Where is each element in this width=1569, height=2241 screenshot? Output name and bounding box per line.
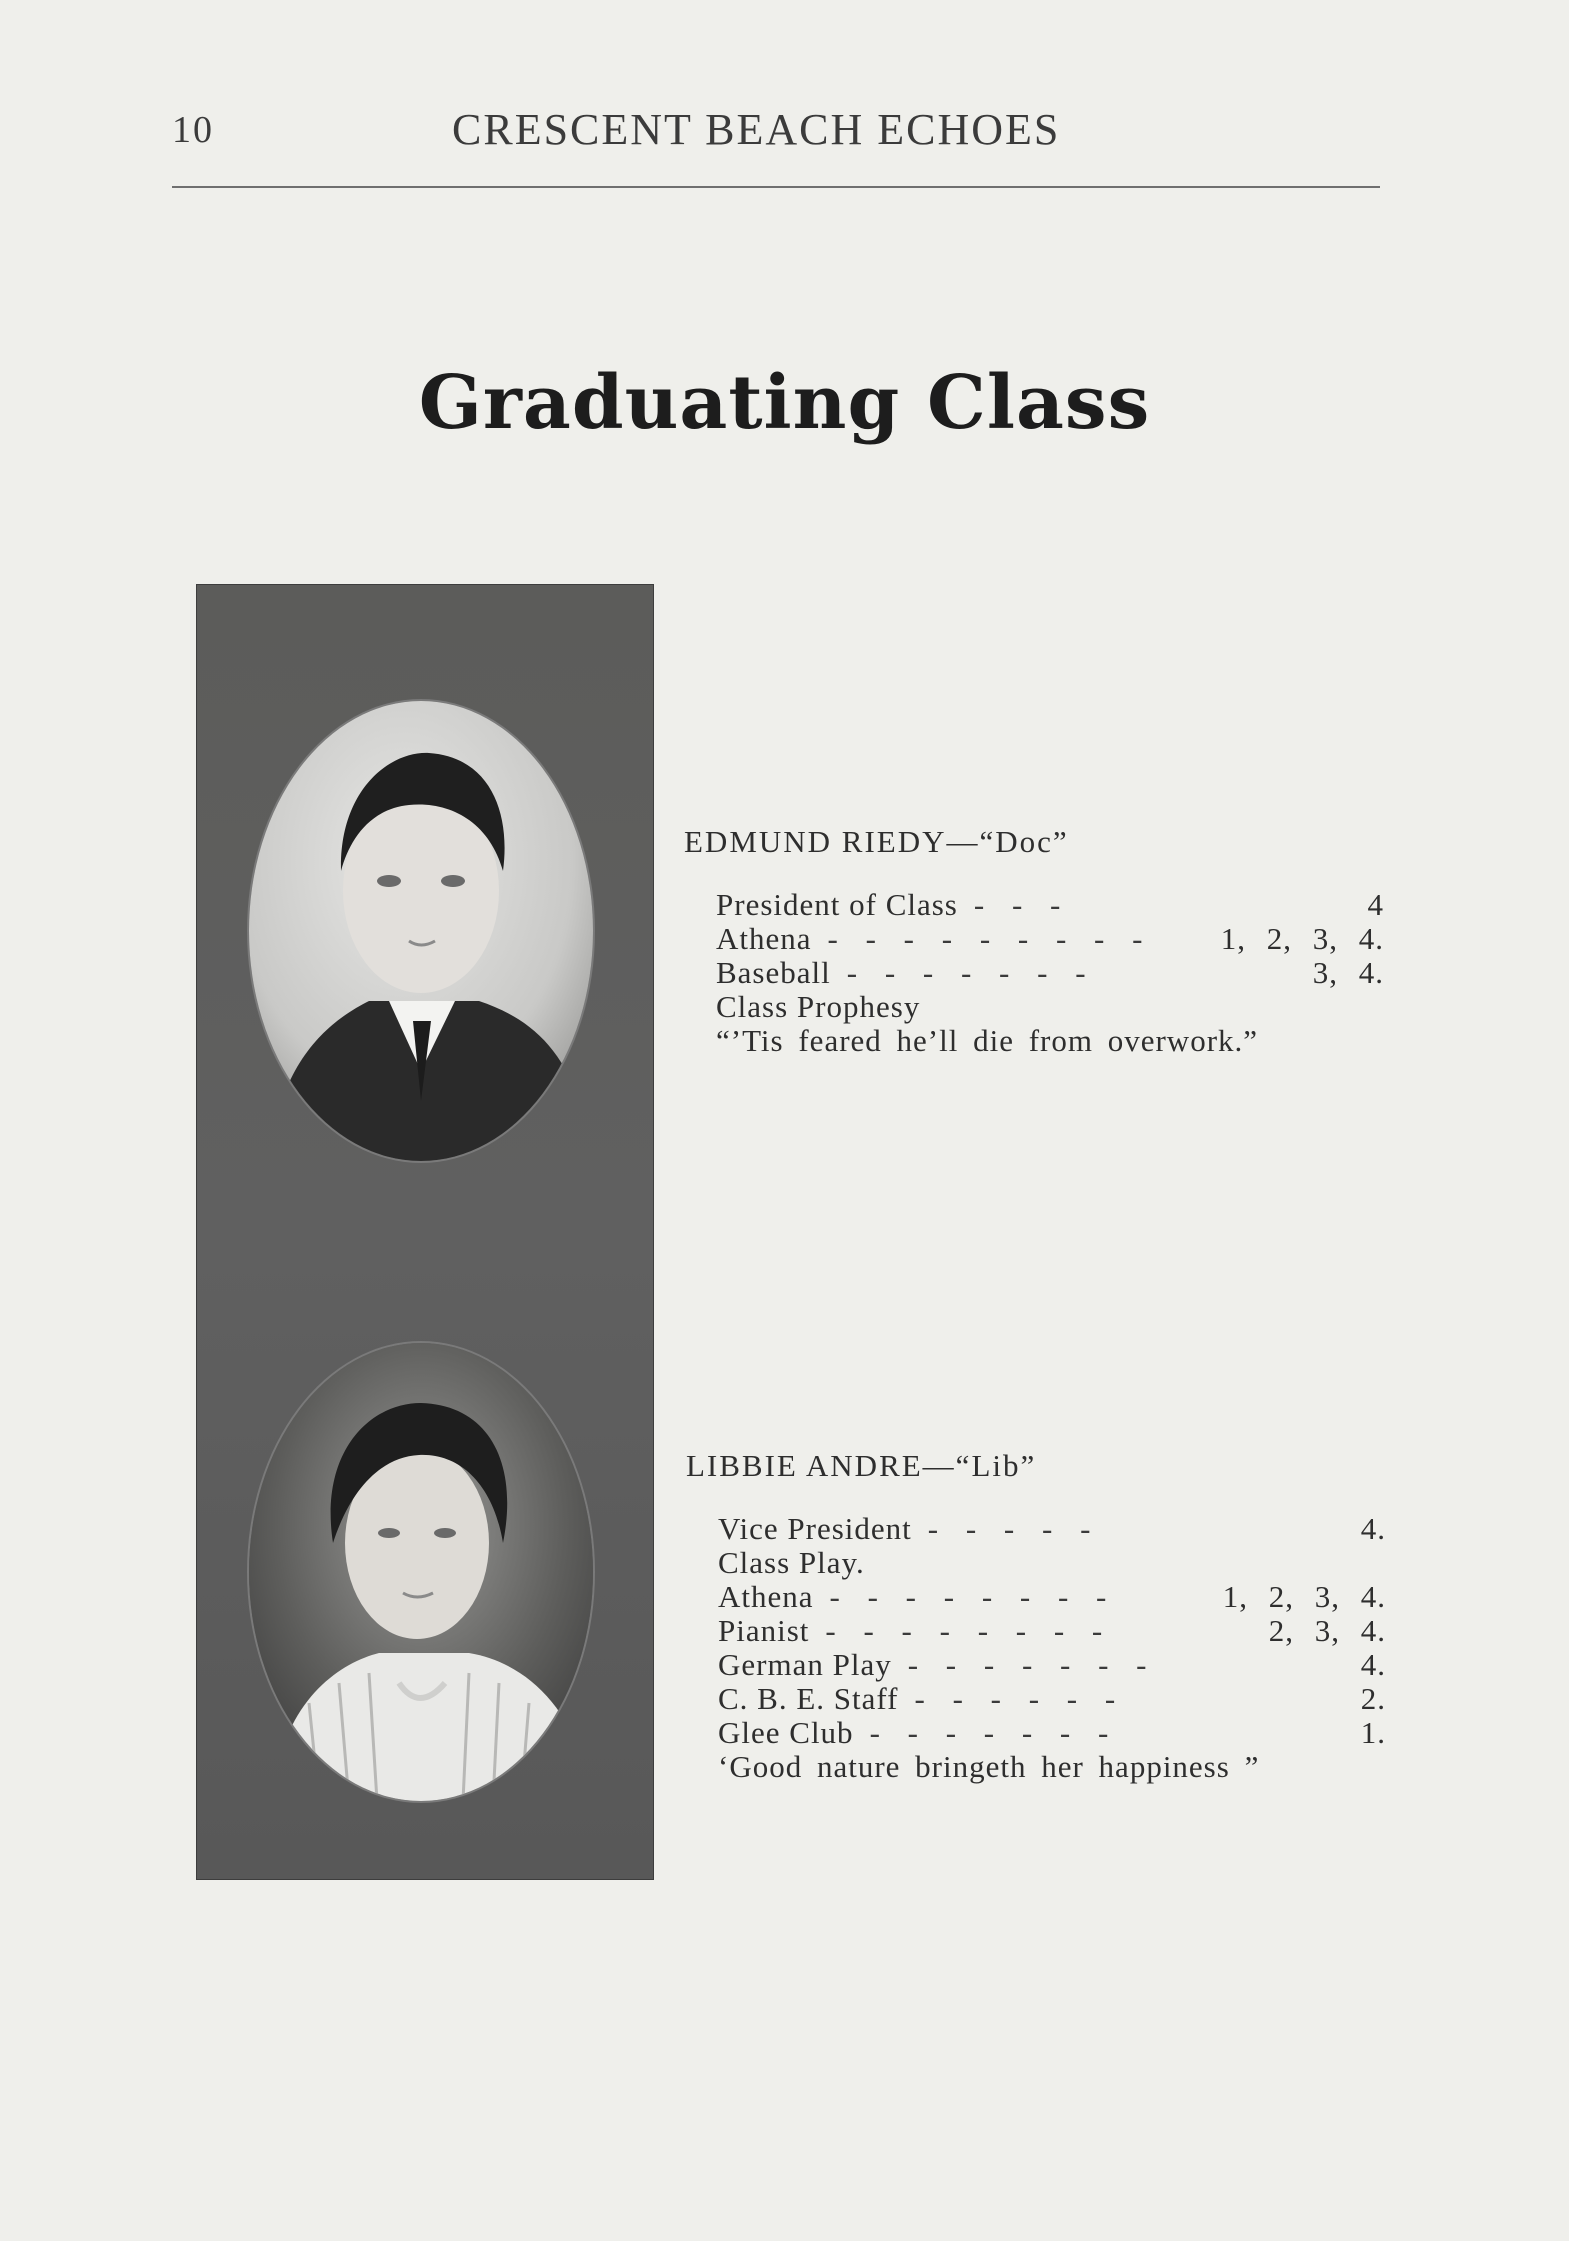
leader-dots: - - - - - - - - - [827,921,1153,956]
activity-line [718,1546,1386,1580]
leader-dots: - - - [973,887,1071,922]
activity-years: 2, 3, 4. [1268,1613,1386,1648]
activity-label: Glee Club [718,1715,854,1750]
portrait-icon [249,701,593,1161]
student-name: EDMUND RIEDY—“Doc” [684,824,1069,859]
activity-line [716,922,1384,956]
activity-line [718,1580,1386,1614]
activity-label: Pianist [718,1613,810,1648]
activity-years: 4 [1367,887,1384,922]
portrait-photo-edmund [249,701,593,1161]
activity-line [718,1682,1386,1716]
leader-dots: - - - - - - - [846,955,1096,990]
activity-years: 4. [1360,1511,1386,1546]
student-name: LIBBIE ANDRE—“Lib” [686,1448,1037,1483]
activity-label: Class Prophesy [716,989,921,1024]
student-quote: ‘Good nature bringeth her happiness ” [718,1749,1260,1784]
leader-dots: - - - - - - - - [825,1613,1113,1648]
activity-label: German Play [718,1647,892,1682]
activity-list [718,1512,1386,1784]
photo-panel [196,584,654,1880]
activity-label: Vice President [718,1511,912,1546]
portrait-icon [249,1343,593,1801]
activity-label: President of Class [716,887,958,922]
activity-line [716,956,1384,990]
portrait-photo-libbie [249,1343,593,1801]
header-rule [172,186,1380,188]
activity-line [718,1648,1386,1682]
activity-years: 1. [1360,1715,1386,1750]
activity-label: Athena [716,921,812,956]
leader-dots: - - - - - - - - [829,1579,1117,1614]
leader-dots: - - - - - - [914,1681,1126,1716]
leader-dots: - - - - - - - [869,1715,1119,1750]
activity-line [716,990,1384,1024]
leader-dots: - - - - - - - [907,1647,1157,1682]
activity-line [718,1716,1386,1750]
leader-dots [865,1546,1386,1580]
activity-label: Class Play. [718,1545,865,1580]
student-quote: “’Tis feared he’ll die from overwork.” [716,1023,1259,1058]
activity-years: 1, 2, 3, 4. [1220,921,1384,956]
student-entry-libbie [686,1448,1386,1784]
leader-dots: - - - - - [927,1511,1101,1546]
activity-years: 2. [1360,1681,1386,1716]
activity-years: 1, 2, 3, 4. [1222,1579,1386,1614]
activity-years: 3, 4. [1312,955,1384,990]
activity-line [718,1614,1386,1648]
leader-dots [920,990,1384,1024]
activity-list [716,888,1384,1058]
running-title: CRESCENT BEACH ECHOES [452,105,1061,154]
activity-label: Baseball [716,955,831,990]
activity-line [718,1512,1386,1546]
student-entry-edmund [684,824,1384,1058]
activity-label: Athena [718,1579,814,1614]
activity-years: 4. [1360,1647,1386,1682]
activity-line [716,888,1384,922]
page-number: 10 [172,109,214,151]
section-title: Graduating Class [418,360,1151,446]
activity-label: C. B. E. Staff [718,1681,899,1716]
